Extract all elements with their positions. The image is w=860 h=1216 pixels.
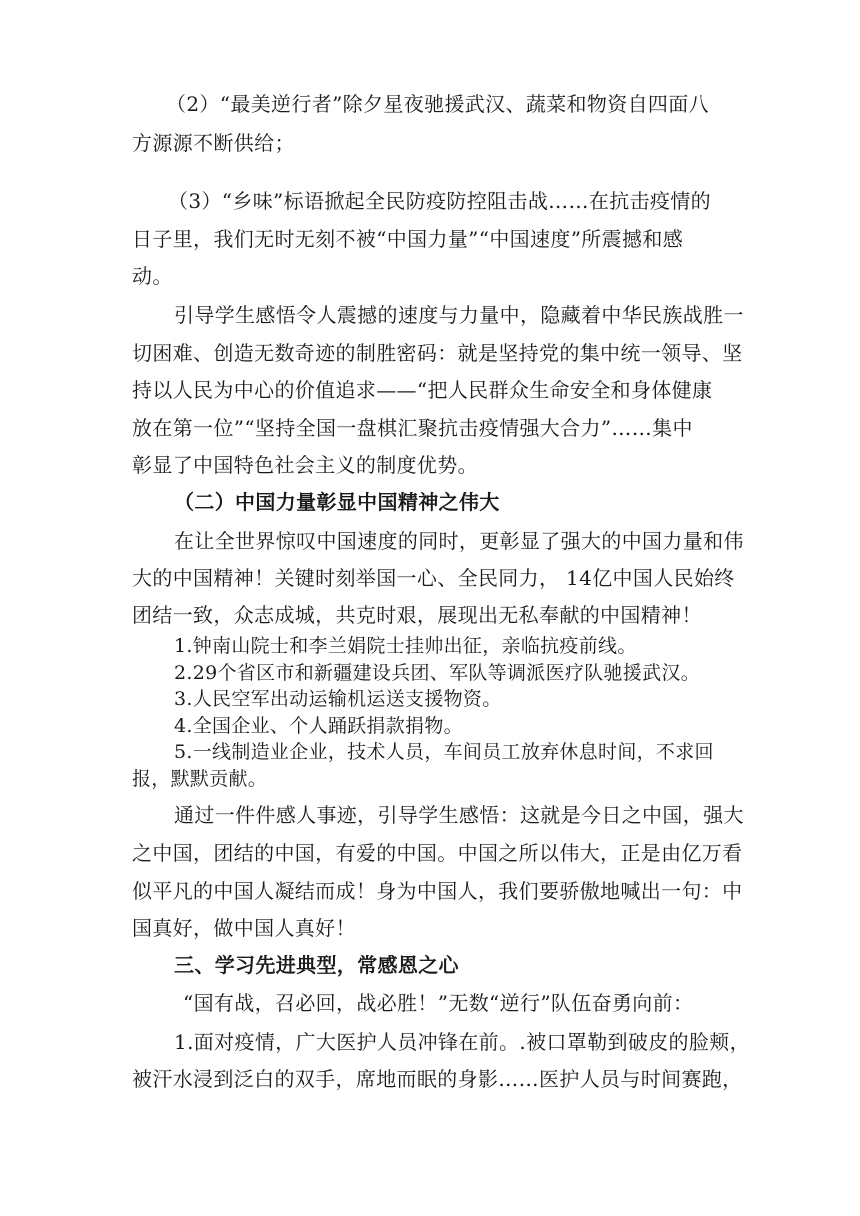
paragraph-line: 切困难、创造无数奇迹的制胜密码：就是坚持党的集中统一领导、坚 [132, 341, 743, 365]
paragraph-line: 通过一件件感人事迹，引导学生感悟：这就是今日之中国，强大 [174, 803, 744, 827]
paragraph-line: 在让全世界惊叹中国速度的同时，更彰显了强大的中国力量和伟 [174, 529, 744, 553]
paragraph-line: 动。 [132, 264, 173, 288]
paragraph-line: 1.面对疫情，广大医护人员冲锋在前。.被口罩勒到破皮的脸颊， [174, 1030, 750, 1054]
paragraph-line: 团结一致，众志成城，共克时艰，展现出无私奉献的中国精神！ [132, 603, 702, 627]
paragraph-line: 大的中国精神！关键时刻举国一心、全民同力， 14亿中国人民始终 [132, 566, 735, 590]
paragraph-line: 方源源不断供给； [132, 131, 295, 155]
paragraph-line: 日子里，我们无时无刻不被“中国力量”“中国速度”所震撼和感 [132, 227, 684, 251]
paragraph-line: 国真好，做中国人真好！ [132, 916, 356, 940]
list-item: 4.全国企业、个人踊跃捐款捐物。 [174, 715, 463, 737]
paragraph-line: 之中国，团结的中国，有爱的中国。中国之所以伟大，正是由亿万看 [132, 841, 743, 865]
paragraph-line: 被汗水浸到泛白的双手，席地而眠的身影……医护人员与时间赛跑， [132, 1067, 743, 1091]
paragraph-line: （2）“最美逆行者”除夕星夜驰援武汉、蔬菜和物资自四面八 [166, 92, 709, 116]
paragraph-line: （3）“乡味”标语掀起全民防疫防控阻击战……在抗击疫情的 [168, 189, 711, 213]
list-item: 1.钟南山院士和李兰娟院士挂帅出征，亲临抗疫前线。 [174, 635, 637, 657]
paragraph-line: 引导学生感悟令人震撼的速度与力量中，隐藏着中华民族战胜一 [174, 303, 744, 327]
paragraph-line: 似平凡的中国人凝结而成！身为中国人，我们要骄傲地喊出一句：中 [132, 879, 743, 903]
section-heading: 三、学习先进典型，常感恩之心 [174, 953, 459, 977]
paragraph-line: 彰显了中国特色社会主义的制度优势。 [132, 453, 478, 477]
paragraph-line: 持以人民为中心的价值追求——“把人民群众生命安全和身体健康 [132, 378, 713, 402]
list-item: 3.人民空军出动运输机运送支援物资。 [174, 688, 502, 710]
list-item: 5.一线制造业企业，技术人员，车间员工放弃休息时间，不求回 [174, 741, 714, 763]
section-heading: （二）中国力量彰显中国精神之伟大 [174, 490, 500, 514]
list-item: 报，默默贡献。 [132, 768, 268, 790]
list-item: 2.29个省区市和新疆建设兵团、军队等调派医疗队驰援武汉。 [174, 662, 701, 684]
paragraph-line: 放在第一位”“坚持全国一盘棋汇聚抗击疫情强大合力”……集中 [132, 416, 693, 440]
paragraph-line: “国有战，召必回，战必胜！”无数“逆行”队伍奋勇向前： [183, 991, 694, 1015]
